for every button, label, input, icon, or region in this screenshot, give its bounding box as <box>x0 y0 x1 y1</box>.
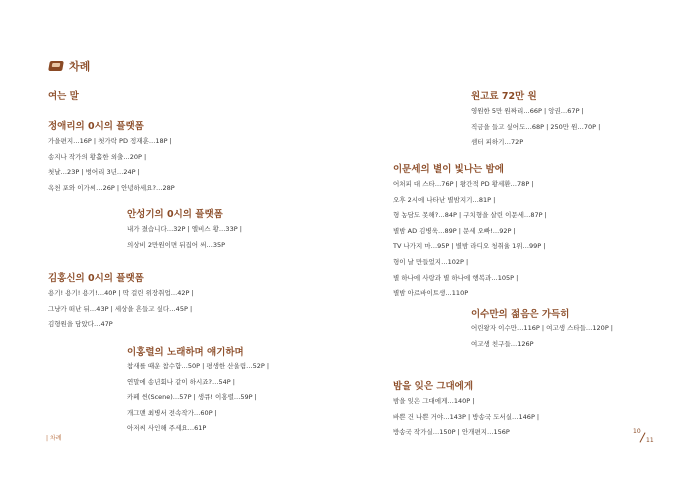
toc-entry: 김형원을 담았다…47P <box>48 320 113 329</box>
footer-label: | 차례 <box>46 435 62 442</box>
toc-heading <box>48 58 90 74</box>
toc-entry: 연말에 송년회나 같이 하시죠?…54P | <box>127 377 235 386</box>
toc-entry: 내가 졌습니다…32P | 엘비스 황…33P | <box>127 225 242 233</box>
section-title-jung: 정애리의 0시의 플랫폼 <box>48 121 144 132</box>
section-title-intro: 여는 말 <box>48 91 79 102</box>
toc-entry: TV 나가지 마…95P | 별밤 라디오 청취율 1위…99P | <box>393 242 546 251</box>
section-title-lee-moon: 이문세의 별이 빛나는 밤에 <box>393 164 504 175</box>
toc-entry: 별밤 AD 김병욱…89P | 문세 오빠!…92P | <box>393 226 516 235</box>
toc-entry: 가을편지…16P | 첫가락 PD 정재훈…18P | <box>48 137 172 145</box>
toc-entry: 옥천 포와 이가씨…26P | 안녕하세요?…28P <box>48 183 175 192</box>
section-title-night: 밤을 잊은 그대에게 <box>393 381 474 392</box>
toc-entry: 용기! 용기! 용기!…40P | 딱 걸린 위장취업…42P | <box>48 289 194 297</box>
section-entries-lee-soo <box>471 321 613 352</box>
section-title-lee-soo: 이수만의 젊음은 가득히 <box>471 309 570 320</box>
section-title-ahn: 안성기의 0시의 플랫폼 <box>127 209 223 220</box>
section-entries-kim <box>48 286 194 333</box>
section-entries-ahn <box>127 222 242 253</box>
toc-entry: 직금을 들고 싶어도…68P | 250만 원…70P | <box>471 122 601 131</box>
toc-entry: 첫날…23P | 벙어리 3년…24P | <box>48 168 140 177</box>
section-entries-fee <box>471 104 600 151</box>
toc-title: 차례 <box>69 60 91 73</box>
toc-entry: 영원한 5만 원짜리…66P | 앙권…67P | <box>471 107 584 115</box>
book-icon <box>48 59 64 73</box>
toc-entry: 여고생 친구들…126P <box>471 339 534 348</box>
toc-entry: 의상비 2만원이면 뒤집어 써…35P <box>127 240 226 249</box>
page-number-left: 10 <box>633 428 641 435</box>
page-numbers <box>633 428 659 448</box>
section-entries-lee-hong <box>127 359 269 437</box>
toc-entry: 방송국 작가실…150P | 안개편지…156P <box>393 428 510 437</box>
section-entries-night <box>393 394 539 441</box>
toc-entry: 어린왕자 이수만…116P | 여고생 스타들…120P | <box>471 324 613 332</box>
toc-entry: 형 농담도 못해?…84P | 구치형을 살린 이문세…87P | <box>393 211 547 220</box>
section-entries-lee-moon <box>393 177 547 302</box>
toc-entry: 형이 날 만들었지…102P | <box>393 257 469 266</box>
section-title-fee: 원고료 72만 원 <box>471 91 537 102</box>
toc-entry: 아저씨 사인해 주세요…61P <box>127 424 207 433</box>
toc-entry: 별 하나에 사랑과 별 하나에 행복과…105P | <box>393 273 519 282</box>
toc-entry: 카페 씬(Scene)…57P | 생큐! 이홍렬…59P | <box>127 393 257 402</box>
section-title-lee-hong: 이홍렬의 노래하며 얘기하며 <box>127 347 244 358</box>
section-title-kim: 김홍신의 0시의 플랫폼 <box>48 273 144 284</box>
toc-entry: 참새를 때운 참수함…50P | 평생한 산울림…52P | <box>127 362 270 370</box>
toc-entry: 별밤 아르바이트생…110P <box>393 289 469 298</box>
toc-entry: 셈터 피하기…72P <box>471 138 524 147</box>
section-entries-jung <box>48 134 175 196</box>
toc-entry: 어처피 대 스타…76P | 왕간적 PD 황세환…78P | <box>393 180 534 188</box>
toc-entry: 바쁜 건 나쁜 거야…143P | 방송국 도서실…146P | <box>393 412 540 421</box>
toc-entry: 밤을 잊은 그대에게…140P | <box>393 397 475 405</box>
page-number-right: 11 <box>646 437 654 444</box>
toc-entry: 그냥가 떠난 뒤…43P | 세상을 흔들고 싶다…45P | <box>48 304 193 313</box>
toc-entry: 송지나 작가의 황홀한 외출…20P | <box>48 152 147 161</box>
toc-entry: 오후 2시에 나타난 별밤지기…81P | <box>393 195 496 204</box>
toc-entry: 개그맨 최병서 전속작가…60P | <box>127 408 217 417</box>
